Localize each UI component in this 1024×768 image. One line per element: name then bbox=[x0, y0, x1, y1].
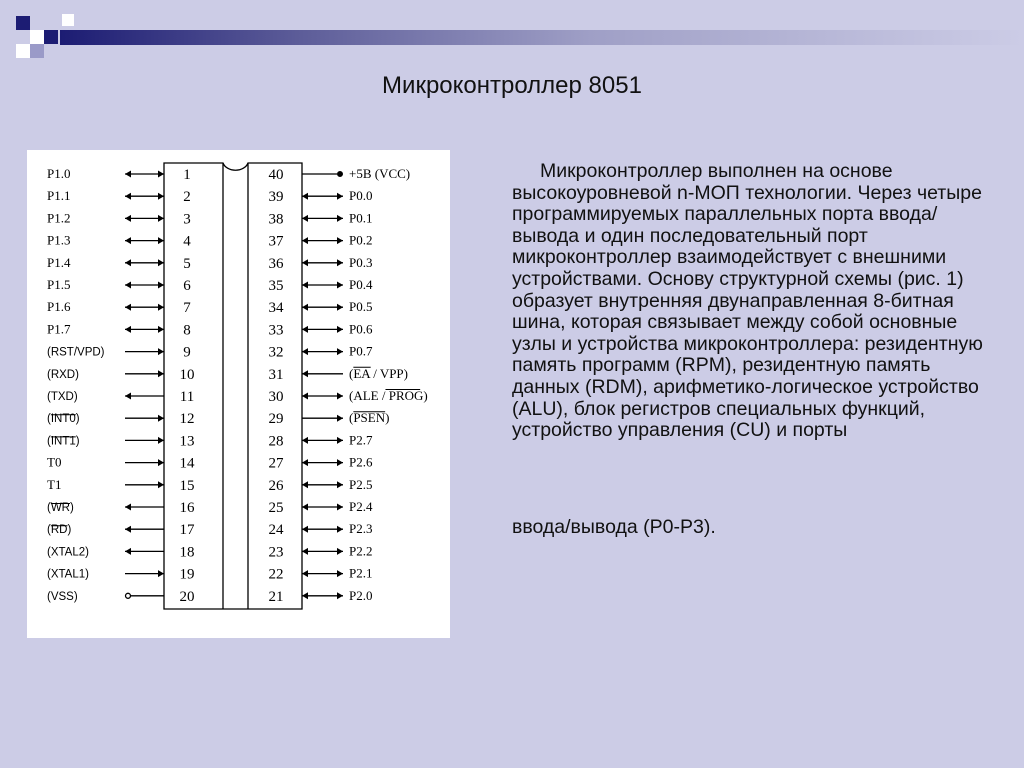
pin-38-number: 38 bbox=[268, 211, 284, 228]
pin-37-label: P0.2 bbox=[349, 232, 373, 248]
pin-19-arrow-in bbox=[158, 570, 164, 577]
pin-35-arrow-out bbox=[337, 282, 343, 289]
pin-26-arrow-in bbox=[302, 481, 308, 488]
pin-24-arrow-in bbox=[302, 526, 308, 533]
pin-11-label: (TXD) bbox=[47, 391, 78, 403]
pin-6-label: P1.5 bbox=[47, 277, 71, 292]
pin-5-arrow-out bbox=[125, 259, 131, 266]
pin-33-label: P0.6 bbox=[349, 321, 373, 337]
pin-28-arrow-out bbox=[337, 437, 343, 444]
pin-20-terminal bbox=[126, 593, 131, 598]
pin-16-arrow-out bbox=[125, 504, 131, 511]
description-paragraph: Микроконтроллер выполнен на основе высокоуровневой n-МОП технологии. Через четыре программируемых параллельных порта ввода/вывода и один последовательный порт микроконтроллер взаимодействует с внешними устройствами. Основу структурной схемы (рис. 1) образует внутренняя двунаправленная 8-битная шина, которая связывает между собой основные узлы и устройства микроконтроллера: резидентную память программ (RPM), резидентную память данных (RDM), арифметико-логическое устройство (ALU), блок регистров специальных функций, устройство управления (CU) и порты bbox=[512, 160, 983, 442]
pin-32-label: P0.7 bbox=[349, 343, 373, 359]
pin-10-label: (RXD) bbox=[47, 368, 79, 381]
pin-7-arrow-out bbox=[125, 304, 131, 311]
pin-21-arrow-out bbox=[337, 592, 343, 599]
pin-16-label: (WR) bbox=[47, 502, 74, 514]
pin-9-number: 9 bbox=[183, 344, 191, 361]
pin-20-number: 20 bbox=[179, 588, 195, 605]
pin-23-number: 23 bbox=[268, 544, 284, 561]
pin-33-arrow-in bbox=[302, 326, 308, 333]
pin-37-number: 37 bbox=[268, 233, 284, 250]
pin-1-label: P1.0 bbox=[47, 166, 71, 181]
pin-24-label: P2.3 bbox=[349, 521, 373, 537]
pin-4-number: 4 bbox=[183, 233, 191, 250]
pin-12-number: 12 bbox=[179, 411, 195, 428]
pin-2-arrow-in bbox=[158, 193, 164, 200]
pin-6-arrow-out bbox=[125, 282, 131, 289]
pin-7-number: 7 bbox=[183, 300, 191, 317]
pin-18-label: (XTAL2) bbox=[47, 546, 89, 559]
pin-34-label: P0.5 bbox=[349, 299, 373, 315]
pin-4-arrow-out bbox=[125, 237, 131, 244]
pin-22-arrow-in bbox=[302, 570, 308, 577]
pin-35-arrow-in bbox=[302, 282, 308, 289]
pin-24-number: 24 bbox=[268, 522, 284, 539]
pin-21-label: P2.0 bbox=[349, 587, 373, 603]
pin-30-arrow-out bbox=[337, 393, 343, 400]
pin-11-arrow-out bbox=[125, 393, 131, 400]
pin-7-arrow-in bbox=[158, 304, 164, 311]
pin-36-arrow-out bbox=[337, 259, 343, 266]
pin-14-number: 14 bbox=[179, 455, 195, 472]
pin-3-arrow-out bbox=[125, 215, 131, 222]
pin-17-label: (RD) bbox=[47, 524, 72, 537]
pin-40-label: +5B (VCC) bbox=[349, 166, 411, 181]
pin-3-arrow-in bbox=[158, 215, 164, 222]
pin-1-arrow-out bbox=[125, 171, 131, 178]
chip-outline bbox=[164, 163, 302, 609]
pin-39-label: P0.0 bbox=[349, 188, 373, 204]
pin-1-number: 1 bbox=[183, 167, 191, 183]
pin-19-label: (XTAL1) bbox=[47, 568, 89, 581]
pin-5-label: P1.4 bbox=[47, 254, 71, 270]
pin-1-arrow-in bbox=[158, 171, 164, 178]
pin-39-arrow-out bbox=[337, 193, 343, 200]
pin-30-number: 30 bbox=[268, 389, 284, 405]
pin-40-number: 40 bbox=[268, 167, 284, 183]
pin-13-arrow-in bbox=[158, 437, 164, 444]
corner-square-mid bbox=[30, 44, 44, 58]
description-paragraph-end: ввода/вывода (P0-P3). bbox=[512, 516, 716, 538]
pin-4-arrow-in bbox=[158, 237, 164, 244]
slide-title: Микроконтроллер 8051 bbox=[382, 72, 642, 99]
pin-27-arrow-out bbox=[337, 459, 343, 466]
pin-28-number: 28 bbox=[268, 433, 284, 450]
pin-15-arrow-in bbox=[158, 481, 164, 488]
pin-39-arrow-in bbox=[302, 193, 308, 200]
pin-35-label: P0.4 bbox=[349, 277, 373, 292]
pinout-diagram bbox=[27, 150, 450, 638]
pin-36-arrow-in bbox=[302, 259, 308, 266]
pin-2-label: P1.1 bbox=[47, 188, 71, 204]
pin-9-arrow-in bbox=[158, 348, 164, 355]
pin-30-label: (ALE / PROG) bbox=[349, 388, 428, 403]
pin-32-number: 32 bbox=[268, 344, 284, 361]
pin-25-arrow-in bbox=[302, 504, 308, 511]
pin-19-number: 19 bbox=[179, 566, 195, 583]
pin-35-number: 35 bbox=[268, 278, 284, 294]
pin-28-label: P2.7 bbox=[349, 432, 373, 448]
pin-38-label: P0.1 bbox=[349, 210, 373, 226]
pin-12-label: (INT0) bbox=[47, 413, 80, 426]
pin-22-number: 22 bbox=[268, 566, 284, 583]
pin-39-number: 39 bbox=[268, 189, 284, 206]
pin-28-arrow-in bbox=[302, 437, 308, 444]
pin-29-label: (PSEN) bbox=[349, 410, 390, 426]
pin-30-arrow-in bbox=[302, 393, 308, 400]
pin-23-arrow-in bbox=[302, 548, 308, 555]
corner-square-white-3 bbox=[62, 14, 74, 26]
pin-8-arrow-out bbox=[125, 326, 131, 333]
pin-29-arrow-out bbox=[337, 415, 343, 422]
pin-2-number: 2 bbox=[183, 189, 191, 206]
pin-8-arrow-in bbox=[158, 326, 164, 333]
pin-16-number: 16 bbox=[179, 500, 195, 516]
pin-33-arrow-out bbox=[337, 326, 343, 333]
corner-square-dark-2 bbox=[44, 30, 58, 44]
corner-square-white bbox=[30, 30, 44, 44]
pin-15-label: T1 bbox=[47, 476, 62, 492]
pin-32-arrow-out bbox=[337, 348, 343, 355]
pin-25-number: 25 bbox=[268, 500, 284, 516]
pin-37-arrow-in bbox=[302, 237, 308, 244]
pin-17-number: 17 bbox=[179, 522, 195, 539]
pin-38-arrow-in bbox=[302, 215, 308, 222]
pin-36-number: 36 bbox=[268, 255, 284, 272]
pin-13-number: 13 bbox=[179, 433, 195, 450]
pin-10-arrow-in bbox=[158, 370, 164, 377]
pin-26-number: 26 bbox=[268, 477, 284, 494]
pin-24-arrow-out bbox=[337, 526, 343, 533]
pin-27-arrow-in bbox=[302, 459, 308, 466]
pin-38-arrow-out bbox=[337, 215, 343, 222]
pin-23-arrow-out bbox=[337, 548, 343, 555]
pin-20-label: (VSS) bbox=[47, 590, 78, 603]
pin-26-label: P2.5 bbox=[349, 476, 373, 492]
pin-7-label: P1.6 bbox=[47, 299, 71, 315]
header-gradient-bar bbox=[60, 30, 1024, 45]
corner-square-dark bbox=[16, 16, 30, 30]
pin-25-label: P2.4 bbox=[349, 499, 373, 514]
pin-22-label: P2.1 bbox=[349, 565, 373, 581]
pin-34-arrow-out bbox=[337, 304, 343, 311]
pin-15-number: 15 bbox=[179, 477, 195, 494]
pin-40-terminal bbox=[338, 172, 343, 177]
pin-31-number: 31 bbox=[268, 366, 284, 383]
pin-18-arrow-out bbox=[125, 548, 131, 555]
pin-33-number: 33 bbox=[268, 322, 284, 339]
pin-25-arrow-out bbox=[337, 504, 343, 511]
pin-9-label: (RST/VPD) bbox=[47, 346, 105, 359]
pin-12-arrow-in bbox=[158, 415, 164, 422]
pin-3-number: 3 bbox=[183, 211, 191, 228]
pin-6-arrow-in bbox=[158, 282, 164, 289]
pin-23-label: P2.2 bbox=[349, 543, 373, 559]
corner-square-white-2 bbox=[16, 44, 30, 58]
pin-6-number: 6 bbox=[183, 278, 191, 294]
pin-14-arrow-in bbox=[158, 459, 164, 466]
pin-13-label: (INT1) bbox=[47, 435, 80, 448]
pin-2-arrow-out bbox=[125, 193, 131, 200]
pin-36-label: P0.3 bbox=[349, 254, 373, 270]
pin-4-label: P1.3 bbox=[47, 232, 71, 248]
pin-32-arrow-in bbox=[302, 348, 308, 355]
pin-5-arrow-in bbox=[158, 259, 164, 266]
pin-27-label: P2.6 bbox=[349, 454, 373, 470]
pin-27-number: 27 bbox=[268, 455, 284, 472]
pin-21-number: 21 bbox=[268, 588, 284, 605]
pinout-svg bbox=[27, 150, 450, 638]
pin-29-number: 29 bbox=[268, 411, 284, 428]
pin-31-label: (EA / VPP) bbox=[349, 365, 408, 381]
pin-11-number: 11 bbox=[179, 389, 195, 405]
pin-5-number: 5 bbox=[183, 255, 191, 272]
pin-34-number: 34 bbox=[268, 300, 284, 317]
pin-37-arrow-out bbox=[337, 237, 343, 244]
pin-14-label: T0 bbox=[47, 454, 62, 470]
pin-10-number: 10 bbox=[179, 366, 195, 383]
pin-22-arrow-out bbox=[337, 570, 343, 577]
pin-34-arrow-in bbox=[302, 304, 308, 311]
pin-8-label: P1.7 bbox=[47, 321, 71, 337]
pin-31-arrow-in bbox=[302, 370, 308, 377]
pin-3-label: P1.2 bbox=[47, 210, 71, 226]
pin-18-number: 18 bbox=[179, 544, 195, 561]
pin-21-arrow-in bbox=[302, 592, 308, 599]
pin-17-arrow-out bbox=[125, 526, 131, 533]
pin-26-arrow-out bbox=[337, 481, 343, 488]
pin-8-number: 8 bbox=[183, 322, 191, 339]
